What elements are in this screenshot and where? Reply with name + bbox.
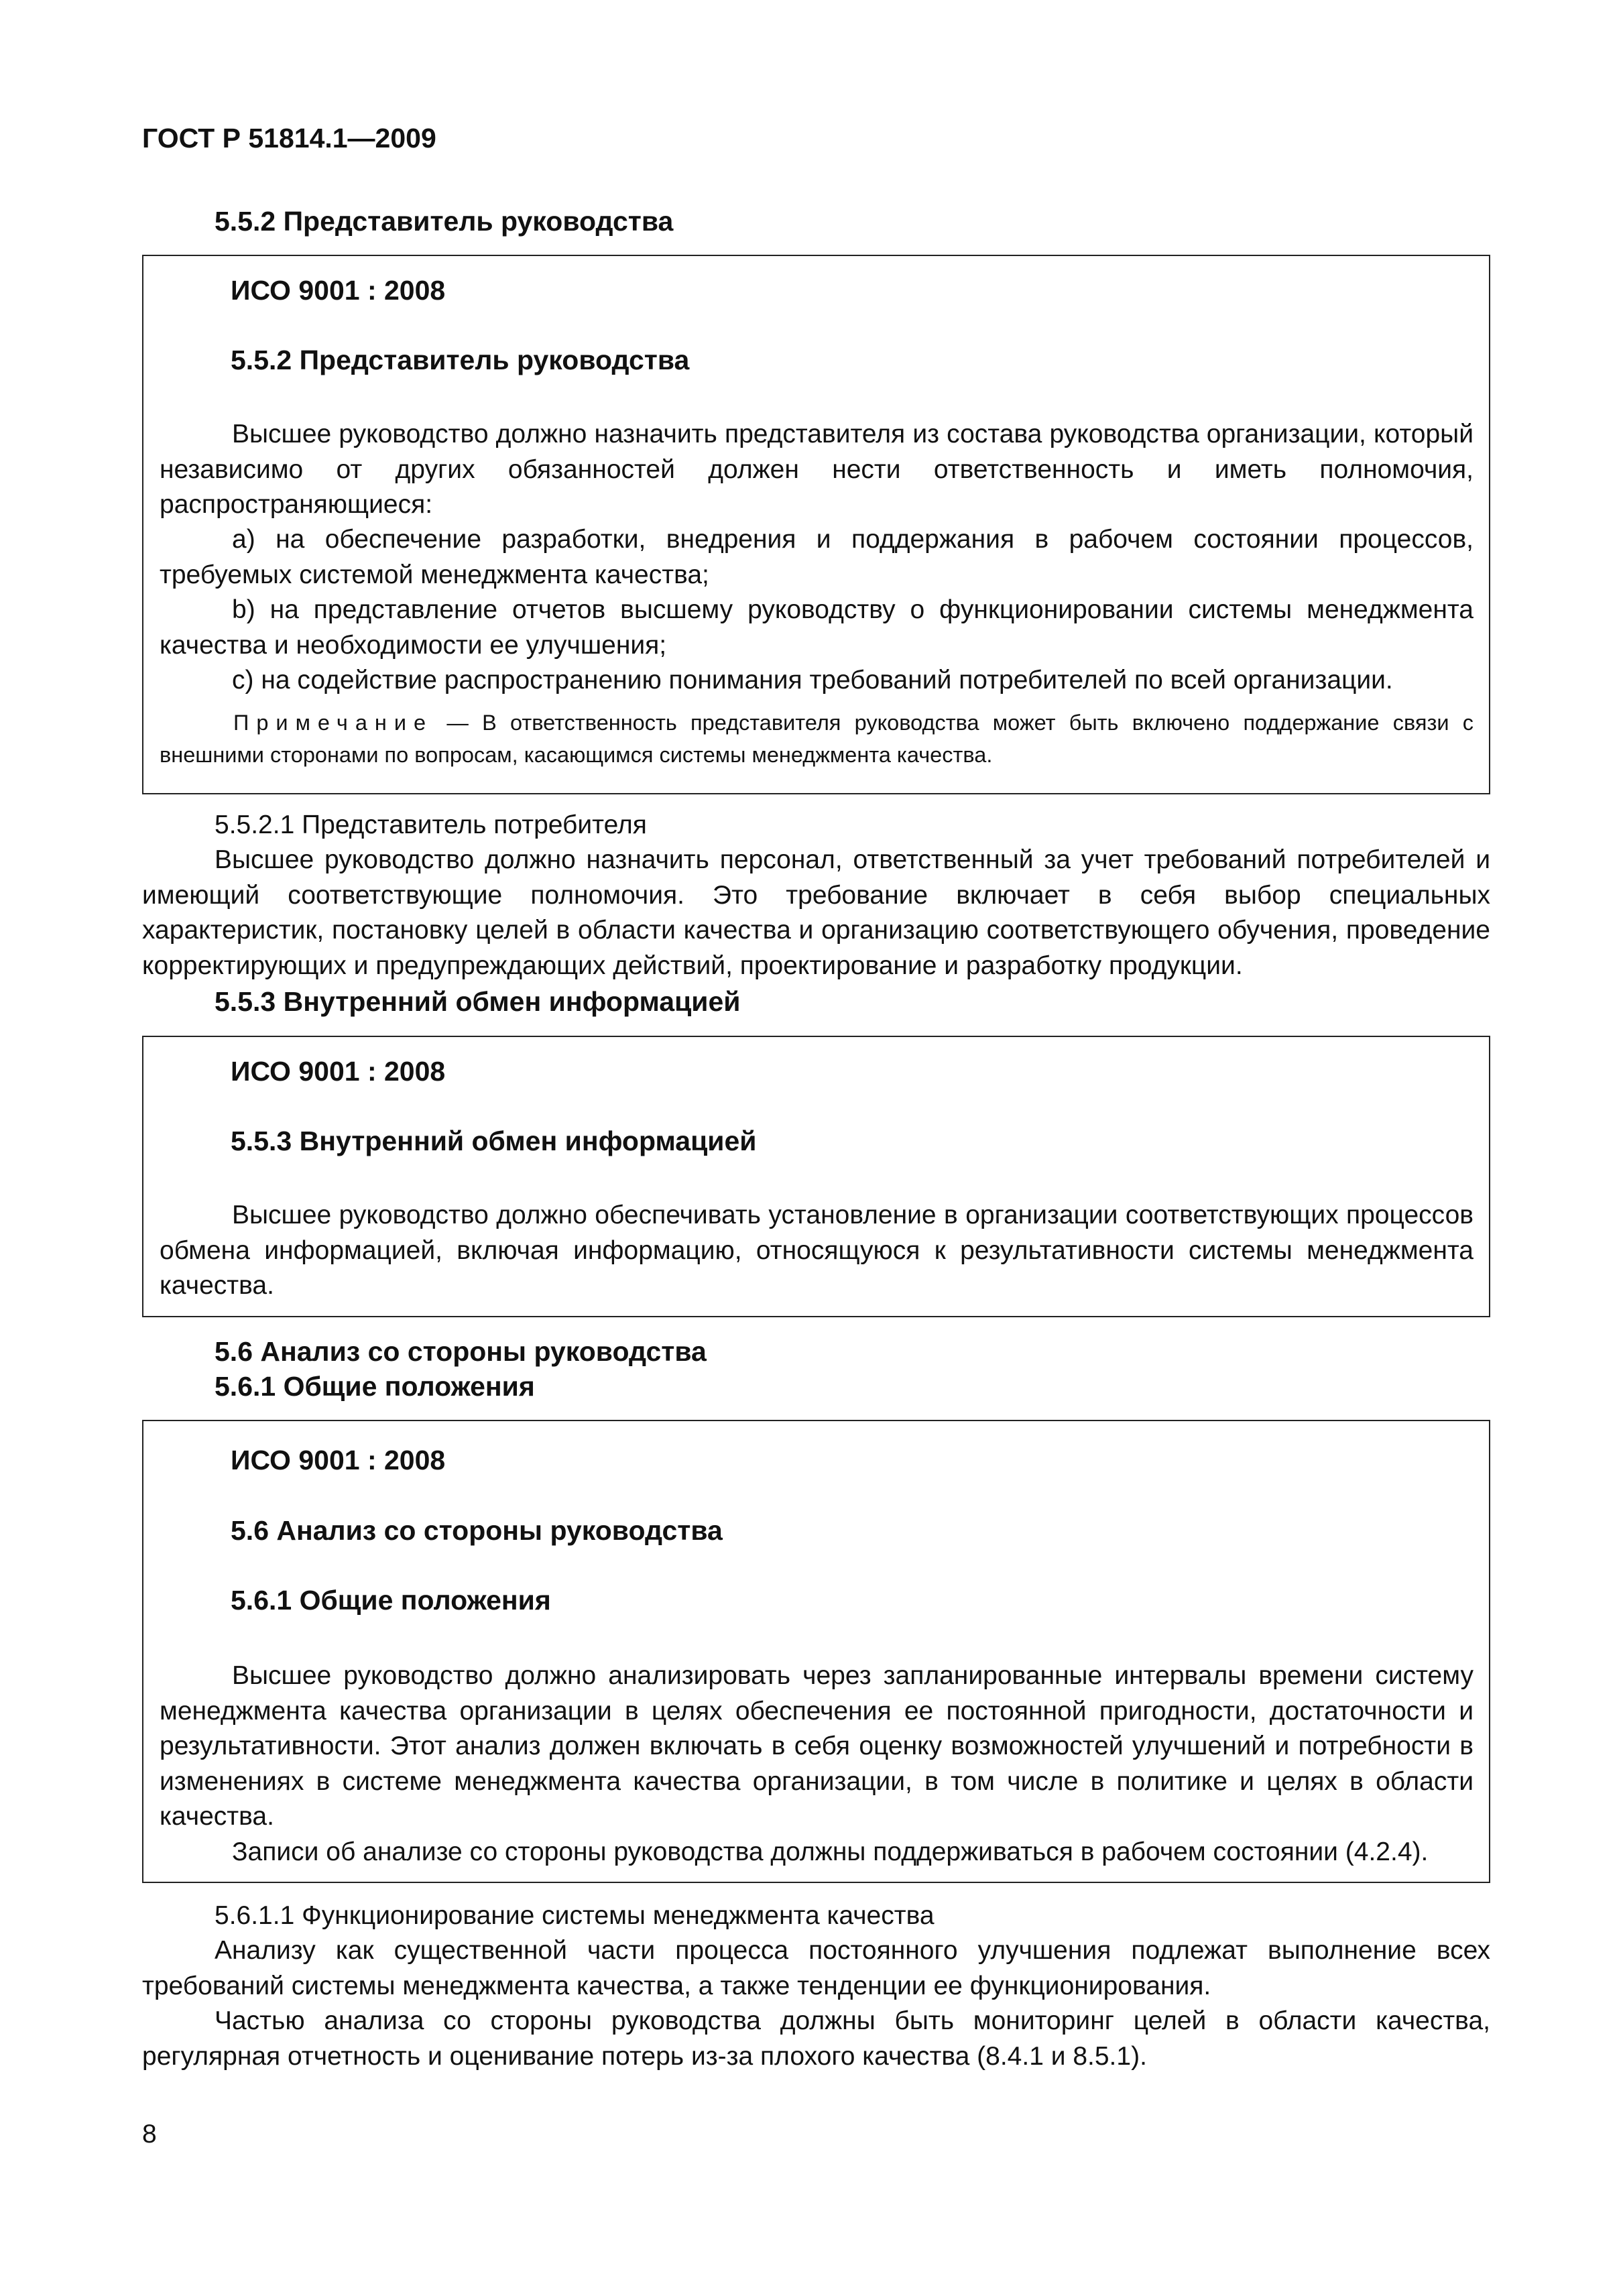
iso-reference: ИСО 9001 : 2008 <box>231 1445 446 1475</box>
section-heading-5-6-1: 5.6.1 Общие положения <box>215 1371 535 1402</box>
clause-text-5-6-1-1-a: Анализу как существенной части процесса постоянного улучшения подлежат выполнение всех требований системы менеджмента качества, а также тенденции ее функционирования. <box>142 1936 1490 2000</box>
box-subheading: 5.6.1 Общие положения <box>231 1585 551 1616</box>
clause-text-5-5-2-1: Высшее руководство должно назначить персонал, ответственный за учет требований потребителей и имеющий соответствующие полномочия. Это требование включает в себя выбор специальных характеристик, постановку целей в области качества и организацию соответствующего обучения, проведение корректирующих и предупреждающих действий, проектирование и разработку продукции. <box>142 845 1490 980</box>
box-list-item-c: c) на содействие распространению понимания требований потребителей по всей организации. <box>232 666 1393 694</box>
iso-quote-box-5-6 <box>142 1420 1490 1883</box>
box-paragraph: Высшее руководство должно обеспечивать установление в организации соответствующих процессов обмена информацией, включая информацию, относящуюся к результативности системы менеджмента качества. <box>160 1201 1474 1300</box>
section-heading-5-6: 5.6 Анализ со стороны руководства <box>215 1336 707 1367</box>
page-number: 8 <box>142 2120 157 2149</box>
box-note <box>160 707 1474 771</box>
box-paragraph-2: Записи об анализе со стороны руководства должны поддерживаться в рабочем состоянии (4.2.4). <box>232 1837 1429 1866</box>
section-heading-5-5-3: 5.5.3 Внутренний обмен информацией <box>215 986 741 1017</box>
note-label: Примечание <box>233 711 434 735</box>
iso-quote-box-5-5-3 <box>142 1036 1490 1317</box>
document-id: ГОСТ Р 51814.1—2009 <box>142 123 436 154</box>
clause-title-5-5-2-1: 5.5.2.1 Представитель потребителя <box>215 810 647 839</box>
box-heading: 5.5.2 Представитель руководства <box>231 345 690 375</box>
box-paragraph-intro: Высшее руководство должно назначить представителя из состава руководства организации, который независимо от других обязанностей должен нести ответственность и иметь полномочия, распространяющиеся: <box>160 420 1474 519</box>
iso-quote-box-5-5-2 <box>142 255 1490 794</box>
box-heading: 5.6 Анализ со стороны руководства <box>231 1515 723 1546</box>
note-text: — В ответственность представителя руководства может быть включено поддержание связи с внешними сторонами по вопросам, касающимся системы менеджмента качества. <box>160 711 1474 767</box>
iso-reference: ИСО 9001 : 2008 <box>231 275 446 306</box>
clause-text-5-6-1-1-b: Частью анализа со стороны руководства должны быть мониторинг целей в области качества, регулярная отчетность и оценивание потерь из-за плохого качества (8.4.1 и 8.5.1). <box>142 2006 1490 2071</box>
box-list-item-a: а) на обеспечение разработки, внедрения и поддержания в рабочем состоянии процессов, требуемых системой менеджмента качества; <box>160 525 1474 589</box>
clause-title-5-6-1-1: 5.6.1.1 Функционирование системы менеджмента качества <box>215 1901 935 1930</box>
box-list-item-b: b) на представление отчетов высшему руководству о функционировании системы менеджмента качества и необходимости ее улучшения; <box>160 595 1474 660</box>
iso-reference: ИСО 9001 : 2008 <box>231 1056 446 1087</box>
box-paragraph-1: Высшее руководство должно анализировать через запланированные интервалы времени систему менеджмента качества организации в целях обеспечения ее постоянной пригодности, достаточности и результативности. Этот анализ должен включать в себя оценку возможностей улучшений и потребности в изменениях в системе менеджмента качества организации, в том числе в политике и целях в области качества. <box>160 1661 1474 1831</box>
section-heading-5-5-2: 5.5.2 Представитель руководства <box>215 206 674 237</box>
box-heading: 5.5.3 Внутренний обмен информацией <box>231 1126 757 1156</box>
